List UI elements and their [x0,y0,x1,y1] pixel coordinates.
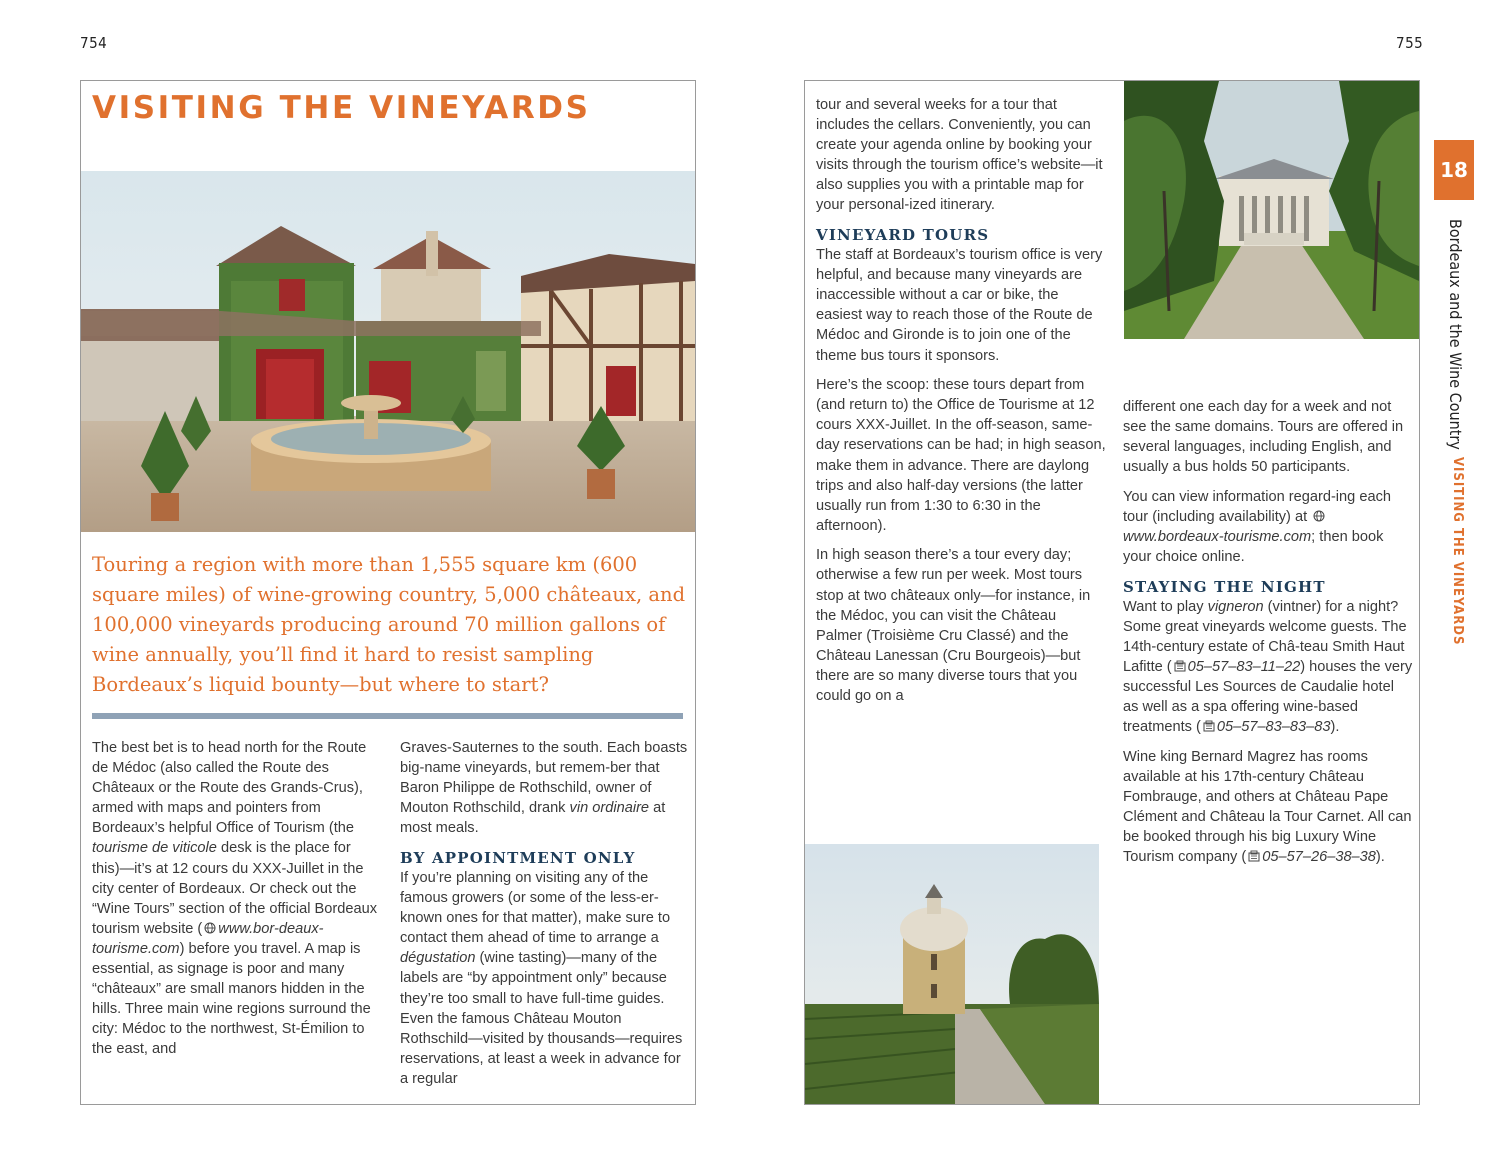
col3-paragraph-2: The staff at Bordeaux’s tourism office is very helpful, and because many vineyards are inaccessible without a car or bike, the easiest way to reach those of the Route de Médoc and Gironde is to join one of the theme bus tours it sponsors. [816,247,1103,364]
feature-title: VISITING THE VINEYARDS [92,90,591,126]
col4-italic-vigneron: vigneron [1207,598,1264,615]
body-column-2 [400,738,688,1099]
feature-intro: Touring a region with more than 1,555 square km (600 square miles) of wine-growing country, 5,000 châteaux, and 100,000 vineyards producing around 70 million gallons of wine annually, you’ll find it hard to resist sampling Bordeaux’s liquid bounty—but where to start? [92,553,686,696]
col2-text-d: (wine tasting)—many of the labels are “by appointment only” because they’re too small to have full-time guides. Even the famous Château Mouton Rothschild—visited by thousands—requires reservations, at least a week in advance for a regular [400,950,683,1087]
heading-vineyard-tours: VINEYARD TOURS [816,226,990,245]
body-column-4 [1123,397,1413,877]
body-column-1 [92,738,382,1069]
col2-italic-term: vin ordinaire [569,800,650,817]
col1-italic-term: tourisme de viticole [92,840,217,857]
col1-text-b: desk is the place for this)—it’s at 12 cours du XXX-Juillet in the city center of Bordeaux. Or check out the “Wine Tours” section of the official Bordeaux tourism website ( [92,840,377,937]
col1-text-a: The best bet is to head north for the Route de Médoc (also called the Route des Châteaux or the Route des Grands-Crus), armed with maps and pointers from Bordeaux’s helpful Office of Tourism (the [92,740,367,837]
col4-text-f: ). [1330,719,1340,736]
running-title: Bordeaux and the Wine Country [1446,219,1465,450]
tour-info-website-link[interactable]: www.bordeaux-tourisme.com [1123,529,1312,546]
phone-number-caudalie-spa[interactable]: 05–57–83–83–83 [1216,719,1331,736]
col4-text-c: Want to play [1123,598,1208,615]
col1-text-c: ) before you travel. A map is essential, as signage is poor and many “châteaux” are small manors hidden in the hills. Three main wine regions surround the city: Médoc to the northwest, St-Émilion to the east, and [92,940,371,1058]
phone-icon [1248,850,1260,862]
phone-icon [1174,660,1186,672]
phone-number-smith-haut-lafitte[interactable]: 05–57–83–11–22 [1187,659,1301,676]
col4-paragraph-3 [1123,597,1413,738]
tourism-website-link[interactable]: www.bor-deaux-tourisme.com [92,920,324,957]
page-number-right: 755 [1396,34,1424,52]
globe-icon [204,922,216,934]
heading-staying-the-night: STAYING THE NIGHT [1123,577,1326,596]
phone-icon [1203,720,1215,732]
col2-text-c: If you’re planning on visiting any of the famous growers (or some of the less-er-known ones for that matter), make sure to contact them ahead of time to arrange a [400,869,671,947]
col4-paragraph-4 [1123,747,1413,868]
col3-paragraph-4: In high season there’s a tour every day; otherwise a few run per week. Most tours stop at two châteaux only—for instance, in the Médoc, you can visit the Château Palmer (Troisième Cru Classé) and the Château Lanessan (Cru Bourgeois)—but there are so many diverse tours that you could go on a [816,547,1091,705]
col4-text-b: ; then book your choice online. [1123,529,1384,566]
intro-divider [92,713,683,719]
globe-icon [1313,510,1325,522]
col1-paragraph [92,738,382,1060]
col4-text-d: (vintner) for a night? Some great vineyards welcome guests. The 14th-century estate of Châ-teau Smith Haut Lafitte ( [1123,598,1407,676]
running-header [1443,212,1465,646]
col4-text-a: You can view information regard-ing each tour (including availability) at [1123,488,1391,525]
body-column-3 [816,95,1106,716]
col4-text-g: Wine king Bernard Magrez has rooms available at his 17th-century Château Fombrauge, and others at Château Pape Clément and Château la Tour Carnet. All can be booked through his big Luxury Wine Tourism company ( [1123,748,1412,866]
running-section: VISITING THE VINEYARDS [1450,457,1465,646]
col4-paragraph-1: different one each day for a week and not see the same domains. Tours are offered in several languages, including English, and usually a bus holds 50 participants. [1123,399,1404,476]
col4-text-e: ) houses the very successful Les Sources de Caudalie hotel as well as a spa offering wine-based treatments ( [1123,659,1413,736]
vineyard-chateau-photo [81,171,695,532]
chateau-avenue-photo [1124,81,1419,339]
page-number-left: 754 [80,34,108,52]
col2-text-a: Graves-Sauternes to the south. Each boasts big-name vineyards, but remem-ber that Baron Philippe de Rothschild, owner of Mouton Rothschild, drank [400,740,688,817]
col3-paragraph-3: Here’s the scoop: these tours depart from (and return to) the Office de Tourisme at 12 cours XXX-Juillet. In the off-season, same-day reservations can be had; in high season, make them in advance. There are daylong trips and also half-day versions (the latter usually run from 1:30 to 6:30 in the afternoon). [816,377,1106,534]
heading-by-appointment: BY APPOINTMENT ONLY [400,848,636,867]
col3-paragraph-1: tour and several weeks for a tour that includes the cellars. Conveniently, you can create your agenda online by booking your visits through the tourism office’s website—it also supplies you with a printable map for your personal-ized itinerary. [816,97,1103,214]
col2-text-b: at most meals. [400,800,666,837]
col2-paragraph-1 [400,738,688,838]
col4-paragraph-2 [1123,487,1413,567]
chateau-tower-photo [805,844,1099,1104]
col4-text-h: ). [1375,849,1385,866]
chapter-tab: 18 [1434,140,1474,200]
col2-italic-degustation: dégustation [400,950,476,967]
phone-number-luxury-wine-tourism[interactable]: 05–57–26–38–38 [1262,849,1376,866]
col2-paragraph-2 [400,868,688,1089]
